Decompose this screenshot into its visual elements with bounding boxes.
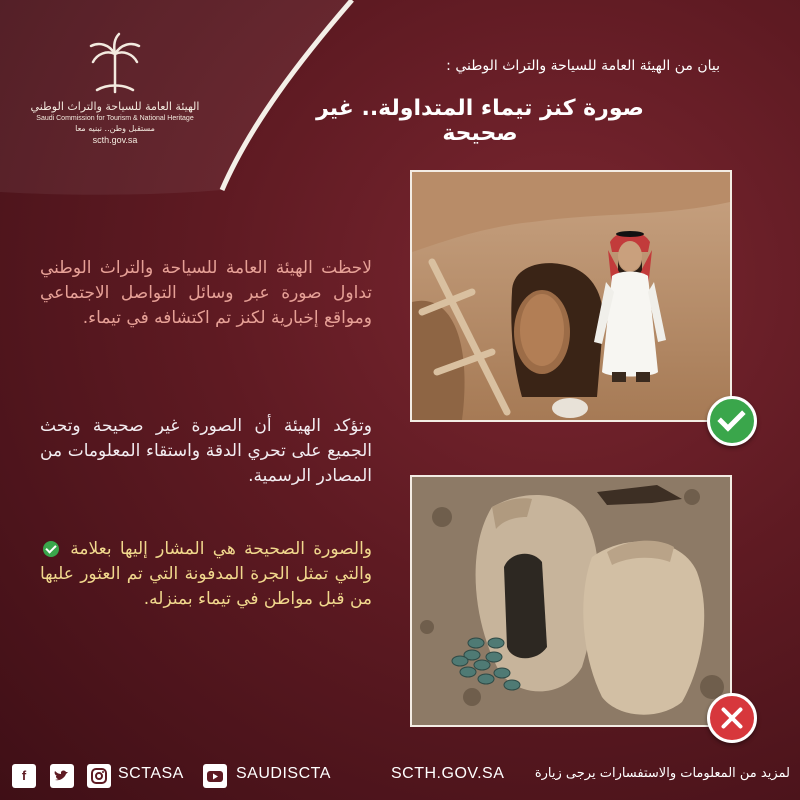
website-link[interactable]: SCTH.GOV.SA	[391, 765, 505, 782]
statement-source: بيان من الهيئة العامة للسياحة والتراث الوطني :	[446, 58, 720, 74]
youtube-handle[interactable]: SAUDISCTA	[236, 765, 331, 782]
paragraph-observation: لاحظت الهيئة العامة للسياحة والتراث الوطني تداول صورة عبر وسائل التواصل الاجتماعي ومواقع إخبارية لكنز تم اكتشافه في تيماء.	[40, 258, 372, 328]
logo-tagline: مستقبل وطن.. نبنيه معا	[75, 124, 155, 133]
photo-man-with-buried-jar	[410, 170, 732, 422]
palm-tree-icon	[83, 32, 147, 96]
paragraph-correct-end: والتي تمثل الجرة المدفونة التي تم العثور عليها من قبل مواطن في تيماء بمنزله.	[40, 564, 372, 609]
youtube-play-glyph	[203, 764, 227, 788]
statement-title: صورة كنز تيماء المتداولة.. غير صحيحة	[316, 96, 644, 146]
logo-name-ar: الهيئة العامة للسياحة والتراث الوطني	[30, 100, 200, 113]
instagram-camera-glyph	[87, 764, 111, 788]
instagram-icon[interactable]	[87, 764, 111, 788]
facebook-letter: f	[21, 768, 27, 783]
youtube-icon[interactable]	[203, 764, 227, 788]
more-info-text: لمزيد من المعلومات والاستفسارات يرجى زيارة	[534, 766, 790, 781]
logo-name-en: Saudi Commission for Tourism & National Heritage	[36, 115, 194, 122]
twitter-icon[interactable]	[50, 764, 74, 788]
paragraph-confirmation: وتؤكد الهيئة أن الصورة غير صحيحة وتحث الجميع على تحري الدقة واستقاء المعلومات من المصادر الرسمية.	[40, 416, 372, 486]
scth-logo	[20, 32, 210, 157]
paragraph-correct-image	[40, 537, 372, 612]
social-handle-sctasa[interactable]: SCTASA	[118, 765, 184, 782]
logo-url[interactable]: scth.gov.sa	[92, 135, 138, 145]
statement-heading	[280, 58, 720, 146]
footer-bar	[0, 756, 800, 800]
twitter-bird-glyph	[50, 764, 74, 788]
photo-broken-jars-with-coins	[410, 475, 732, 727]
paragraph-correct-start: والصورة الصحيحة هي المشار إليها بعلامة	[70, 539, 373, 559]
check-icon	[43, 541, 59, 557]
x-icon	[707, 693, 757, 743]
check-icon	[707, 396, 757, 446]
facebook-icon[interactable]	[12, 764, 36, 788]
